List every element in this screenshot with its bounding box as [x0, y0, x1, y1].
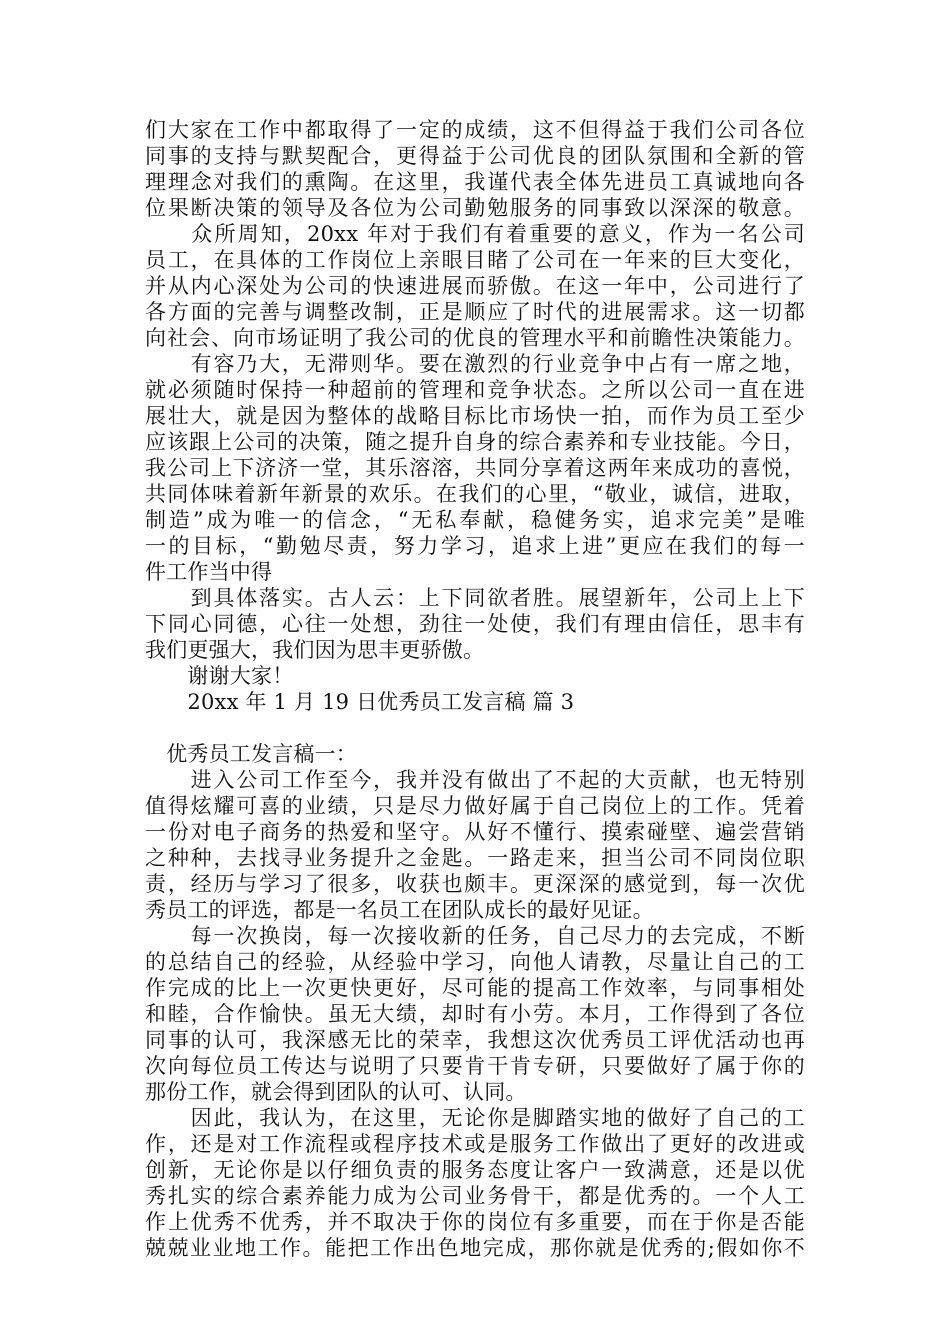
text-line: 的总结自己的经验，从经验中学习，向他人请教，尽量让自己的工 [145, 950, 805, 974]
text-line: 并从内心深处为公司的快速进展而骄傲。在这一年中，公司进行了 [145, 274, 805, 298]
text-line: 之种种，去找寻业务提升之金匙。一路走来，担当公司不同岗位职 [145, 846, 805, 870]
text-line: 有容乃大，无滞则华。要在激烈的行业竞争中占有一席之地， [145, 352, 805, 376]
text-line: 员工，在具体的工作岗位上亲眼目睹了公司在一年来的巨大变化， [145, 248, 805, 272]
text-line: 位果断决策的领导及各位为公司勤勉服务的同事致以深深的敬意。 [145, 196, 805, 220]
text-line: 共同体味着新年新景的欢乐。在我们的心里，“敬业，诚信，进取， [145, 482, 805, 506]
text-line: 就必须随时保持一种超前的管理和竞争状态。之所以公司一直在进 [145, 378, 805, 402]
text-line: 谢谢大家！ [145, 664, 294, 688]
text-line: 制造”成为唯一的信念，“无私奉献，稳健务实，追求完美”是唯 [145, 508, 805, 532]
text-line: 每一次换岗，每一次接收新的任务，自己尽力的去完成，不断 [145, 924, 805, 948]
text-line: 那份工作，就会得到团队的认可、认同。 [145, 1080, 527, 1104]
text-line: 创新，无论你是以仔细负责的服务态度让客户一致满意，还是以优 [145, 1158, 805, 1182]
text-line: 众所周知，20xx 年对于我们有着重要的意义，作为一名公司 [145, 222, 805, 246]
text-line: 应该跟上公司的决策，随之提升自身的综合素养和专业技能。今日， [145, 430, 805, 454]
section-heading: 优秀员工发言稿一： [145, 742, 357, 766]
text-line: 同事的认可，我深感无比的荣幸，我想这次优秀员工评优活动也再 [145, 1028, 805, 1052]
text-line: 作完成的比上一次更快更好，尽可能的提高工作效率，与同事相处 [145, 976, 805, 1000]
text-line: 一份对电子商务的热爱和坚守。从好不懂行、摸索碰壁、遍尝营销 [145, 820, 805, 844]
text-line: 因此，我认为，在这里，无论你是脚踏实地的做好了自己的工 [145, 1106, 805, 1130]
text-line: 秀扎实的综合素养能力成为公司业务骨干，都是优秀的。一个人工 [145, 1184, 805, 1208]
text-line: 值得炫耀可喜的业绩，只是尽力做好属于自己岗位上的工作。凭着 [145, 794, 805, 818]
text-line: 责，经历与学习了很多，收获也颇丰。更深深的感觉到，每一次优 [145, 872, 805, 896]
text-line: 作上优秀不优秀，并不取决于你的岗位有多重要，而在于你是否能 [145, 1210, 805, 1234]
text-line: 下同心同德，心往一处想，劲往一处使，我们有理由信任，思丰有 [145, 612, 805, 636]
text-line: 秀员工的评选，都是一名员工在团队成长的最好见证。 [145, 898, 654, 922]
text-line: 次向每位员工传达与说明了只要肯干肯专研，只要做好了属于你的 [145, 1054, 805, 1078]
text-line: 一的目标，“勤勉尽责，努力学习，追求上进”更应在我们的每一 [145, 534, 805, 558]
text-line: 件工作当中得 [145, 560, 273, 584]
text-line: 作，还是对工作流程或程序技术或是服务工作做出了更好的改进或 [145, 1132, 805, 1156]
blank-line [145, 715, 805, 741]
text-line: 20xx 年 1 月 19 日优秀员工发言稿 篇 3 [145, 690, 575, 714]
text-line: 和睦，合作愉快。虽无大绩，却时有小劳。本月，工作得到了各位 [145, 1002, 805, 1026]
text-line: 理理念对我们的熏陶。在这里，我谨代表全体先进员工真诚地向各 [145, 170, 805, 194]
text-line: 到具体落实。古人云：上下同欲者胜。展望新年，公司上上下 [145, 586, 805, 610]
text-line: 向社会、向市场证明了我公司的优良的管理水平和前瞻性决策能力。 [145, 326, 805, 350]
text-line: 同事的支持与默契配合，更得益于公司优良的团队氛围和全新的管 [145, 144, 805, 168]
text-line: 展壮大，就是因为整体的战略目标比市场快一拍，而作为员工至少 [145, 404, 805, 428]
text-line: 们大家在工作中都取得了一定的成绩，这不但得益于我们公司各位 [145, 118, 805, 142]
text-line: 我公司上下济济一堂，其乐溶溶，共同分享着这两年来成功的喜悦， [145, 456, 805, 480]
text-line: 我们更强大，我们因为思丰更骄傲。 [145, 638, 485, 662]
text-line: 进入公司工作至今，我并没有做出了不起的大贡献，也无特别 [145, 768, 805, 792]
text-line: 兢兢业业地工作。能把工作出色地完成，那你就是优秀的;假如你不 [145, 1236, 805, 1260]
text-line: 各方面的完善与调整改制，正是顺应了时代的进展需求。这一切都 [145, 300, 805, 324]
